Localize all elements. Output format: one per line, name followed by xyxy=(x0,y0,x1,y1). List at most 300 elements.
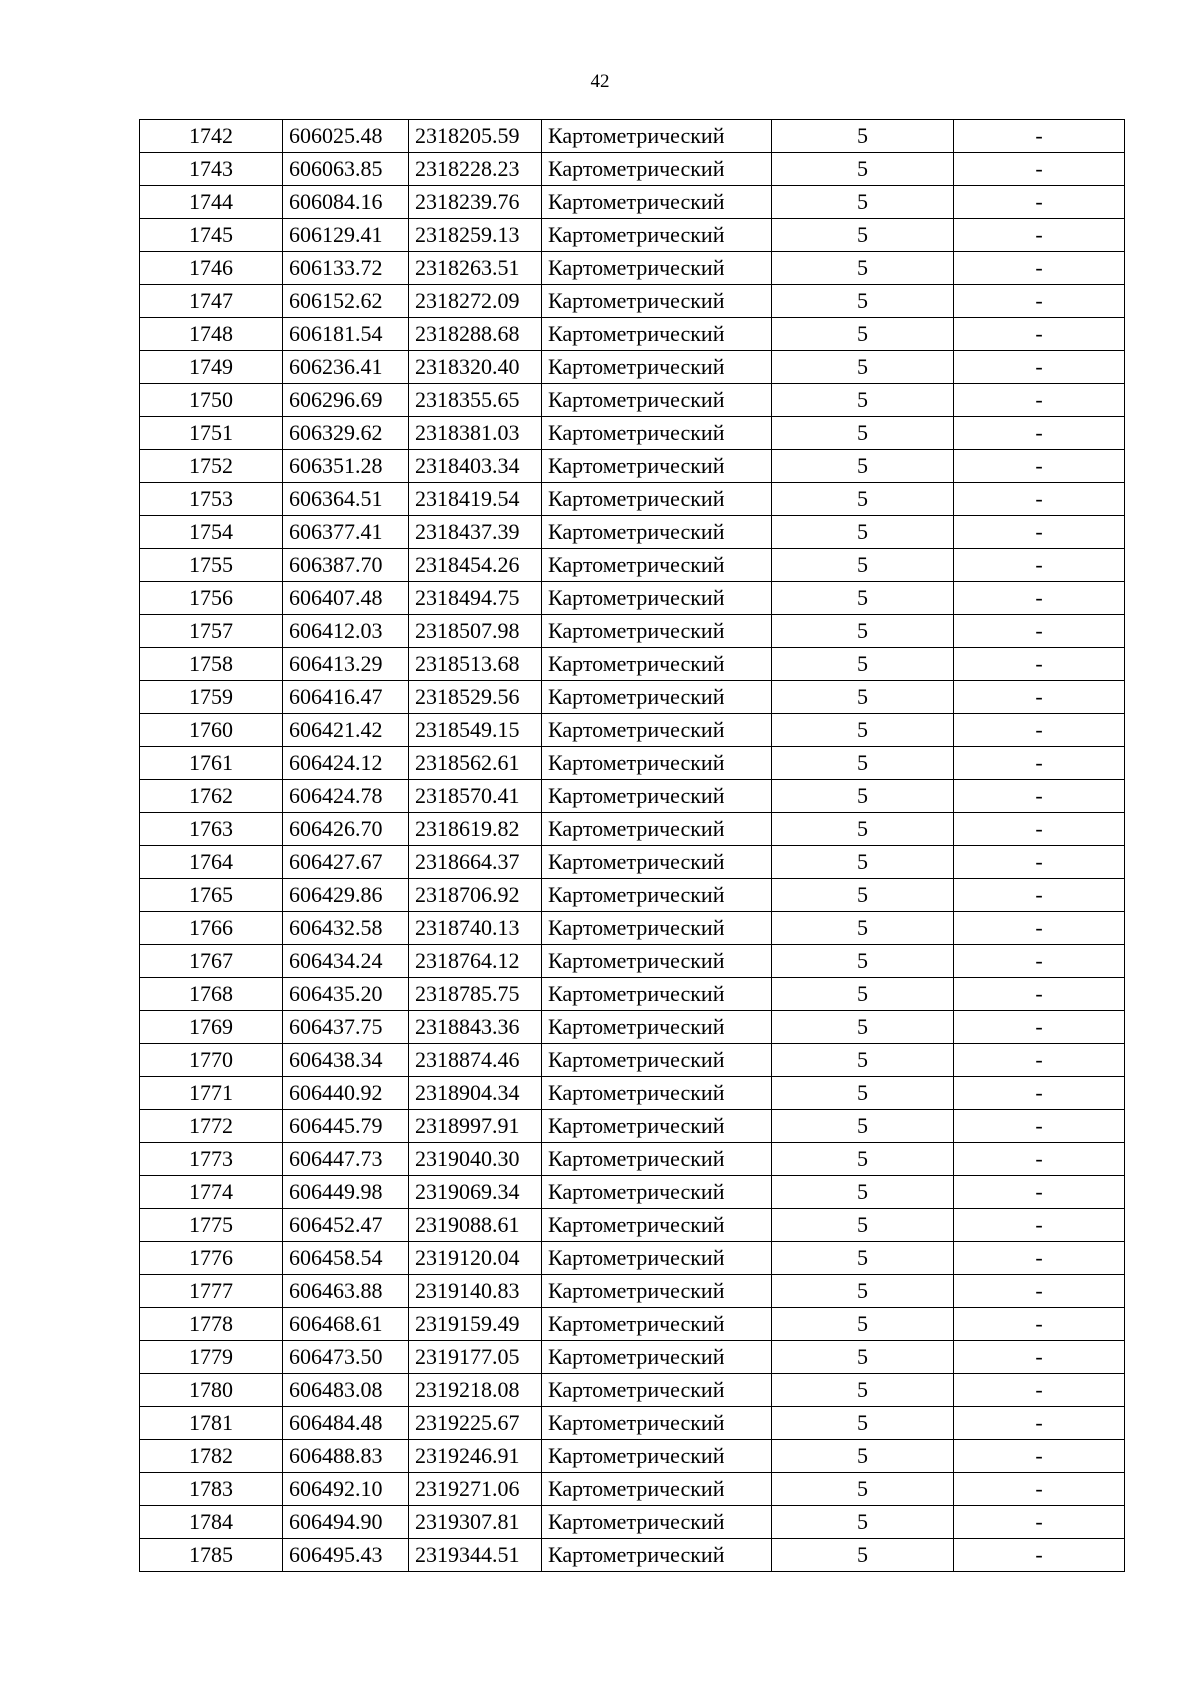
table-row xyxy=(140,1506,1125,1539)
table-row xyxy=(140,1143,1125,1176)
y-coordinate-cell: 2319177.05 xyxy=(409,1341,542,1374)
method-cell: Картометрический xyxy=(542,1110,772,1143)
table-row xyxy=(140,1077,1125,1110)
note-cell: - xyxy=(954,1077,1125,1110)
y-coordinate-cell: 2319344.51 xyxy=(409,1539,542,1572)
method-cell: Картометрический xyxy=(542,714,772,747)
point-number-cell: 1753 xyxy=(140,483,283,516)
method-cell: Картометрический xyxy=(542,285,772,318)
point-number-cell: 1746 xyxy=(140,252,283,285)
y-coordinate-cell: 2318619.82 xyxy=(409,813,542,846)
note-cell: - xyxy=(954,681,1125,714)
y-coordinate-cell: 2318874.46 xyxy=(409,1044,542,1077)
accuracy-cell: 5 xyxy=(772,813,954,846)
method-cell: Картометрический xyxy=(542,978,772,1011)
point-number-cell: 1776 xyxy=(140,1242,283,1275)
x-coordinate-cell: 606432.58 xyxy=(283,912,409,945)
point-number-cell: 1771 xyxy=(140,1077,283,1110)
accuracy-cell: 5 xyxy=(772,1176,954,1209)
x-coordinate-cell: 606429.86 xyxy=(283,879,409,912)
accuracy-cell: 5 xyxy=(772,1374,954,1407)
accuracy-cell: 5 xyxy=(772,1143,954,1176)
accuracy-cell: 5 xyxy=(772,1506,954,1539)
x-coordinate-cell: 606435.20 xyxy=(283,978,409,1011)
y-coordinate-cell: 2319040.30 xyxy=(409,1143,542,1176)
point-number-cell: 1777 xyxy=(140,1275,283,1308)
accuracy-cell: 5 xyxy=(772,318,954,351)
point-number-cell: 1755 xyxy=(140,549,283,582)
table-row xyxy=(140,417,1125,450)
x-coordinate-cell: 606495.43 xyxy=(283,1539,409,1572)
note-cell: - xyxy=(954,450,1125,483)
accuracy-cell: 5 xyxy=(772,252,954,285)
accuracy-cell: 5 xyxy=(772,615,954,648)
x-coordinate-cell: 606484.48 xyxy=(283,1407,409,1440)
table-row xyxy=(140,450,1125,483)
accuracy-cell: 5 xyxy=(772,780,954,813)
point-number-cell: 1749 xyxy=(140,351,283,384)
note-cell: - xyxy=(954,417,1125,450)
note-cell: - xyxy=(954,153,1125,186)
table-row xyxy=(140,681,1125,714)
accuracy-cell: 5 xyxy=(772,1044,954,1077)
y-coordinate-cell: 2318997.91 xyxy=(409,1110,542,1143)
x-coordinate-cell: 606084.16 xyxy=(283,186,409,219)
method-cell: Картометрический xyxy=(542,879,772,912)
table-row xyxy=(140,318,1125,351)
x-coordinate-cell: 606438.34 xyxy=(283,1044,409,1077)
x-coordinate-cell: 606377.41 xyxy=(283,516,409,549)
accuracy-cell: 5 xyxy=(772,450,954,483)
x-coordinate-cell: 606063.85 xyxy=(283,153,409,186)
table-row xyxy=(140,1011,1125,1044)
x-coordinate-cell: 606407.48 xyxy=(283,582,409,615)
point-number-cell: 1766 xyxy=(140,912,283,945)
method-cell: Картометрический xyxy=(542,813,772,846)
y-coordinate-cell: 2318437.39 xyxy=(409,516,542,549)
accuracy-cell: 5 xyxy=(772,648,954,681)
y-coordinate-cell: 2318706.92 xyxy=(409,879,542,912)
accuracy-cell: 5 xyxy=(772,1077,954,1110)
method-cell: Картометрический xyxy=(542,318,772,351)
method-cell: Картометрический xyxy=(542,1176,772,1209)
note-cell: - xyxy=(954,714,1125,747)
table-row xyxy=(140,1440,1125,1473)
point-number-cell: 1767 xyxy=(140,945,283,978)
point-number-cell: 1774 xyxy=(140,1176,283,1209)
note-cell: - xyxy=(954,582,1125,615)
y-coordinate-cell: 2318288.68 xyxy=(409,318,542,351)
x-coordinate-cell: 606449.98 xyxy=(283,1176,409,1209)
table-row xyxy=(140,186,1125,219)
point-number-cell: 1764 xyxy=(140,846,283,879)
table-row xyxy=(140,780,1125,813)
note-cell: - xyxy=(954,549,1125,582)
table-row xyxy=(140,615,1125,648)
method-cell: Картометрический xyxy=(542,1044,772,1077)
accuracy-cell: 5 xyxy=(772,879,954,912)
accuracy-cell: 5 xyxy=(772,1275,954,1308)
y-coordinate-cell: 2318529.56 xyxy=(409,681,542,714)
note-cell: - xyxy=(954,1374,1125,1407)
accuracy-cell: 5 xyxy=(772,417,954,450)
note-cell: - xyxy=(954,1407,1125,1440)
table-row xyxy=(140,1539,1125,1572)
accuracy-cell: 5 xyxy=(772,285,954,318)
y-coordinate-cell: 2319120.04 xyxy=(409,1242,542,1275)
note-cell: - xyxy=(954,1539,1125,1572)
y-coordinate-cell: 2318272.09 xyxy=(409,285,542,318)
accuracy-cell: 5 xyxy=(772,1473,954,1506)
accuracy-cell: 5 xyxy=(772,1242,954,1275)
x-coordinate-cell: 606473.50 xyxy=(283,1341,409,1374)
accuracy-cell: 5 xyxy=(772,153,954,186)
point-number-cell: 1769 xyxy=(140,1011,283,1044)
method-cell: Картометрический xyxy=(542,945,772,978)
point-number-cell: 1768 xyxy=(140,978,283,1011)
point-number-cell: 1758 xyxy=(140,648,283,681)
y-coordinate-cell: 2319307.81 xyxy=(409,1506,542,1539)
point-number-cell: 1748 xyxy=(140,318,283,351)
method-cell: Картометрический xyxy=(542,417,772,450)
method-cell: Картометрический xyxy=(542,615,772,648)
accuracy-cell: 5 xyxy=(772,120,954,153)
method-cell: Картометрический xyxy=(542,153,772,186)
table-row xyxy=(140,351,1125,384)
y-coordinate-cell: 2318239.76 xyxy=(409,186,542,219)
method-cell: Картометрический xyxy=(542,1341,772,1374)
accuracy-cell: 5 xyxy=(772,384,954,417)
method-cell: Картометрический xyxy=(542,1077,772,1110)
note-cell: - xyxy=(954,186,1125,219)
y-coordinate-cell: 2318454.26 xyxy=(409,549,542,582)
note-cell: - xyxy=(954,1044,1125,1077)
note-cell: - xyxy=(954,813,1125,846)
x-coordinate-cell: 606468.61 xyxy=(283,1308,409,1341)
y-coordinate-cell: 2318562.61 xyxy=(409,747,542,780)
table-row xyxy=(140,1374,1125,1407)
method-cell: Картометрический xyxy=(542,1275,772,1308)
method-cell: Картометрический xyxy=(542,1011,772,1044)
note-cell: - xyxy=(954,648,1125,681)
table-row xyxy=(140,945,1125,978)
note-cell: - xyxy=(954,780,1125,813)
accuracy-cell: 5 xyxy=(772,978,954,1011)
accuracy-cell: 5 xyxy=(772,1440,954,1473)
table-row xyxy=(140,549,1125,582)
point-number-cell: 1783 xyxy=(140,1473,283,1506)
y-coordinate-cell: 2319088.61 xyxy=(409,1209,542,1242)
method-cell: Картометрический xyxy=(542,1308,772,1341)
method-cell: Картометрический xyxy=(542,450,772,483)
point-number-cell: 1762 xyxy=(140,780,283,813)
table-row xyxy=(140,747,1125,780)
point-number-cell: 1752 xyxy=(140,450,283,483)
point-number-cell: 1770 xyxy=(140,1044,283,1077)
x-coordinate-cell: 606129.41 xyxy=(283,219,409,252)
note-cell: - xyxy=(954,1143,1125,1176)
table-row xyxy=(140,813,1125,846)
table-row xyxy=(140,978,1125,1011)
method-cell: Картометрический xyxy=(542,912,772,945)
note-cell: - xyxy=(954,120,1125,153)
x-coordinate-cell: 606437.75 xyxy=(283,1011,409,1044)
x-coordinate-cell: 606483.08 xyxy=(283,1374,409,1407)
table-row xyxy=(140,483,1125,516)
coordinates-table xyxy=(139,119,1125,1572)
point-number-cell: 1763 xyxy=(140,813,283,846)
note-cell: - xyxy=(954,912,1125,945)
x-coordinate-cell: 606492.10 xyxy=(283,1473,409,1506)
point-number-cell: 1765 xyxy=(140,879,283,912)
y-coordinate-cell: 2319218.08 xyxy=(409,1374,542,1407)
y-coordinate-cell: 2318904.34 xyxy=(409,1077,542,1110)
method-cell: Картометрический xyxy=(542,1440,772,1473)
accuracy-cell: 5 xyxy=(772,1308,954,1341)
note-cell: - xyxy=(954,252,1125,285)
note-cell: - xyxy=(954,219,1125,252)
table-row xyxy=(140,1341,1125,1374)
y-coordinate-cell: 2318259.13 xyxy=(409,219,542,252)
point-number-cell: 1754 xyxy=(140,516,283,549)
y-coordinate-cell: 2319225.67 xyxy=(409,1407,542,1440)
note-cell: - xyxy=(954,351,1125,384)
method-cell: Картометрический xyxy=(542,120,772,153)
method-cell: Картометрический xyxy=(542,747,772,780)
table-row xyxy=(140,648,1125,681)
x-coordinate-cell: 606133.72 xyxy=(283,252,409,285)
table-row xyxy=(140,1044,1125,1077)
x-coordinate-cell: 606445.79 xyxy=(283,1110,409,1143)
y-coordinate-cell: 2318785.75 xyxy=(409,978,542,1011)
accuracy-cell: 5 xyxy=(772,1209,954,1242)
point-number-cell: 1751 xyxy=(140,417,283,450)
x-coordinate-cell: 606413.29 xyxy=(283,648,409,681)
table-row xyxy=(140,120,1125,153)
method-cell: Картометрический xyxy=(542,582,772,615)
note-cell: - xyxy=(954,978,1125,1011)
method-cell: Картометрический xyxy=(542,186,772,219)
x-coordinate-cell: 606440.92 xyxy=(283,1077,409,1110)
y-coordinate-cell: 2319159.49 xyxy=(409,1308,542,1341)
accuracy-cell: 5 xyxy=(772,912,954,945)
x-coordinate-cell: 606494.90 xyxy=(283,1506,409,1539)
table-row xyxy=(140,714,1125,747)
point-number-cell: 1773 xyxy=(140,1143,283,1176)
accuracy-cell: 5 xyxy=(772,582,954,615)
note-cell: - xyxy=(954,879,1125,912)
point-number-cell: 1747 xyxy=(140,285,283,318)
y-coordinate-cell: 2318355.65 xyxy=(409,384,542,417)
y-coordinate-cell: 2318570.41 xyxy=(409,780,542,813)
note-cell: - xyxy=(954,1011,1125,1044)
coordinates-table-body xyxy=(140,120,1125,1572)
accuracy-cell: 5 xyxy=(772,747,954,780)
method-cell: Картометрический xyxy=(542,516,772,549)
x-coordinate-cell: 606351.28 xyxy=(283,450,409,483)
table-row xyxy=(140,1209,1125,1242)
table-row xyxy=(140,1176,1125,1209)
y-coordinate-cell: 2318494.75 xyxy=(409,582,542,615)
y-coordinate-cell: 2318513.68 xyxy=(409,648,542,681)
point-number-cell: 1761 xyxy=(140,747,283,780)
note-cell: - xyxy=(954,1308,1125,1341)
note-cell: - xyxy=(954,516,1125,549)
table-row xyxy=(140,582,1125,615)
point-number-cell: 1756 xyxy=(140,582,283,615)
point-number-cell: 1742 xyxy=(140,120,283,153)
x-coordinate-cell: 606329.62 xyxy=(283,417,409,450)
y-coordinate-cell: 2318764.12 xyxy=(409,945,542,978)
accuracy-cell: 5 xyxy=(772,483,954,516)
x-coordinate-cell: 606458.54 xyxy=(283,1242,409,1275)
table-row xyxy=(140,1473,1125,1506)
x-coordinate-cell: 606463.88 xyxy=(283,1275,409,1308)
method-cell: Картометрический xyxy=(542,219,772,252)
accuracy-cell: 5 xyxy=(772,714,954,747)
note-cell: - xyxy=(954,1440,1125,1473)
accuracy-cell: 5 xyxy=(772,1407,954,1440)
x-coordinate-cell: 606387.70 xyxy=(283,549,409,582)
point-number-cell: 1750 xyxy=(140,384,283,417)
x-coordinate-cell: 606426.70 xyxy=(283,813,409,846)
y-coordinate-cell: 2318381.03 xyxy=(409,417,542,450)
accuracy-cell: 5 xyxy=(772,516,954,549)
y-coordinate-cell: 2318320.40 xyxy=(409,351,542,384)
accuracy-cell: 5 xyxy=(772,1110,954,1143)
table-row xyxy=(140,153,1125,186)
method-cell: Картометрический xyxy=(542,549,772,582)
x-coordinate-cell: 606424.78 xyxy=(283,780,409,813)
method-cell: Картометрический xyxy=(542,780,772,813)
x-coordinate-cell: 606181.54 xyxy=(283,318,409,351)
point-number-cell: 1744 xyxy=(140,186,283,219)
page-number: 42 xyxy=(590,71,610,92)
accuracy-cell: 5 xyxy=(772,681,954,714)
note-cell: - xyxy=(954,1473,1125,1506)
y-coordinate-cell: 2318228.23 xyxy=(409,153,542,186)
x-coordinate-cell: 606025.48 xyxy=(283,120,409,153)
x-coordinate-cell: 606296.69 xyxy=(283,384,409,417)
table-row xyxy=(140,846,1125,879)
point-number-cell: 1784 xyxy=(140,1506,283,1539)
y-coordinate-cell: 2318549.15 xyxy=(409,714,542,747)
y-coordinate-cell: 2318664.37 xyxy=(409,846,542,879)
y-coordinate-cell: 2318507.98 xyxy=(409,615,542,648)
method-cell: Картометрический xyxy=(542,1473,772,1506)
y-coordinate-cell: 2319140.83 xyxy=(409,1275,542,1308)
method-cell: Картометрический xyxy=(542,483,772,516)
note-cell: - xyxy=(954,945,1125,978)
point-number-cell: 1759 xyxy=(140,681,283,714)
point-number-cell: 1785 xyxy=(140,1539,283,1572)
accuracy-cell: 5 xyxy=(772,219,954,252)
method-cell: Картометрический xyxy=(542,681,772,714)
table-row xyxy=(140,516,1125,549)
y-coordinate-cell: 2318419.54 xyxy=(409,483,542,516)
x-coordinate-cell: 606412.03 xyxy=(283,615,409,648)
method-cell: Картометрический xyxy=(542,1374,772,1407)
method-cell: Картометрический xyxy=(542,1143,772,1176)
x-coordinate-cell: 606236.41 xyxy=(283,351,409,384)
method-cell: Картометрический xyxy=(542,1242,772,1275)
point-number-cell: 1757 xyxy=(140,615,283,648)
point-number-cell: 1760 xyxy=(140,714,283,747)
x-coordinate-cell: 606152.62 xyxy=(283,285,409,318)
accuracy-cell: 5 xyxy=(772,186,954,219)
table-row xyxy=(140,285,1125,318)
accuracy-cell: 5 xyxy=(772,1341,954,1374)
accuracy-cell: 5 xyxy=(772,351,954,384)
point-number-cell: 1743 xyxy=(140,153,283,186)
accuracy-cell: 5 xyxy=(772,945,954,978)
table-row xyxy=(140,1407,1125,1440)
accuracy-cell: 5 xyxy=(772,549,954,582)
note-cell: - xyxy=(954,285,1125,318)
y-coordinate-cell: 2319271.06 xyxy=(409,1473,542,1506)
note-cell: - xyxy=(954,1242,1125,1275)
method-cell: Картометрический xyxy=(542,351,772,384)
x-coordinate-cell: 606452.47 xyxy=(283,1209,409,1242)
note-cell: - xyxy=(954,615,1125,648)
point-number-cell: 1772 xyxy=(140,1110,283,1143)
table-row xyxy=(140,1110,1125,1143)
x-coordinate-cell: 606427.67 xyxy=(283,846,409,879)
point-number-cell: 1778 xyxy=(140,1308,283,1341)
accuracy-cell: 5 xyxy=(772,846,954,879)
table-row xyxy=(140,219,1125,252)
y-coordinate-cell: 2319246.91 xyxy=(409,1440,542,1473)
x-coordinate-cell: 606447.73 xyxy=(283,1143,409,1176)
table-row xyxy=(140,384,1125,417)
accuracy-cell: 5 xyxy=(772,1539,954,1572)
note-cell: - xyxy=(954,747,1125,780)
note-cell: - xyxy=(954,1275,1125,1308)
point-number-cell: 1745 xyxy=(140,219,283,252)
method-cell: Картометрический xyxy=(542,384,772,417)
method-cell: Картометрический xyxy=(542,648,772,681)
note-cell: - xyxy=(954,846,1125,879)
table-row xyxy=(140,252,1125,285)
point-number-cell: 1782 xyxy=(140,1440,283,1473)
method-cell: Картометрический xyxy=(542,1209,772,1242)
x-coordinate-cell: 606424.12 xyxy=(283,747,409,780)
point-number-cell: 1780 xyxy=(140,1374,283,1407)
method-cell: Картометрический xyxy=(542,1407,772,1440)
method-cell: Картометрический xyxy=(542,252,772,285)
note-cell: - xyxy=(954,483,1125,516)
note-cell: - xyxy=(954,384,1125,417)
accuracy-cell: 5 xyxy=(772,1011,954,1044)
point-number-cell: 1775 xyxy=(140,1209,283,1242)
note-cell: - xyxy=(954,1209,1125,1242)
y-coordinate-cell: 2318205.59 xyxy=(409,120,542,153)
y-coordinate-cell: 2318843.36 xyxy=(409,1011,542,1044)
table-row xyxy=(140,1242,1125,1275)
x-coordinate-cell: 606421.42 xyxy=(283,714,409,747)
note-cell: - xyxy=(954,1110,1125,1143)
point-number-cell: 1779 xyxy=(140,1341,283,1374)
table-row xyxy=(140,1308,1125,1341)
note-cell: - xyxy=(954,318,1125,351)
x-coordinate-cell: 606434.24 xyxy=(283,945,409,978)
point-number-cell: 1781 xyxy=(140,1407,283,1440)
x-coordinate-cell: 606416.47 xyxy=(283,681,409,714)
x-coordinate-cell: 606488.83 xyxy=(283,1440,409,1473)
note-cell: - xyxy=(954,1506,1125,1539)
method-cell: Картометрический xyxy=(542,1539,772,1572)
table-row xyxy=(140,912,1125,945)
